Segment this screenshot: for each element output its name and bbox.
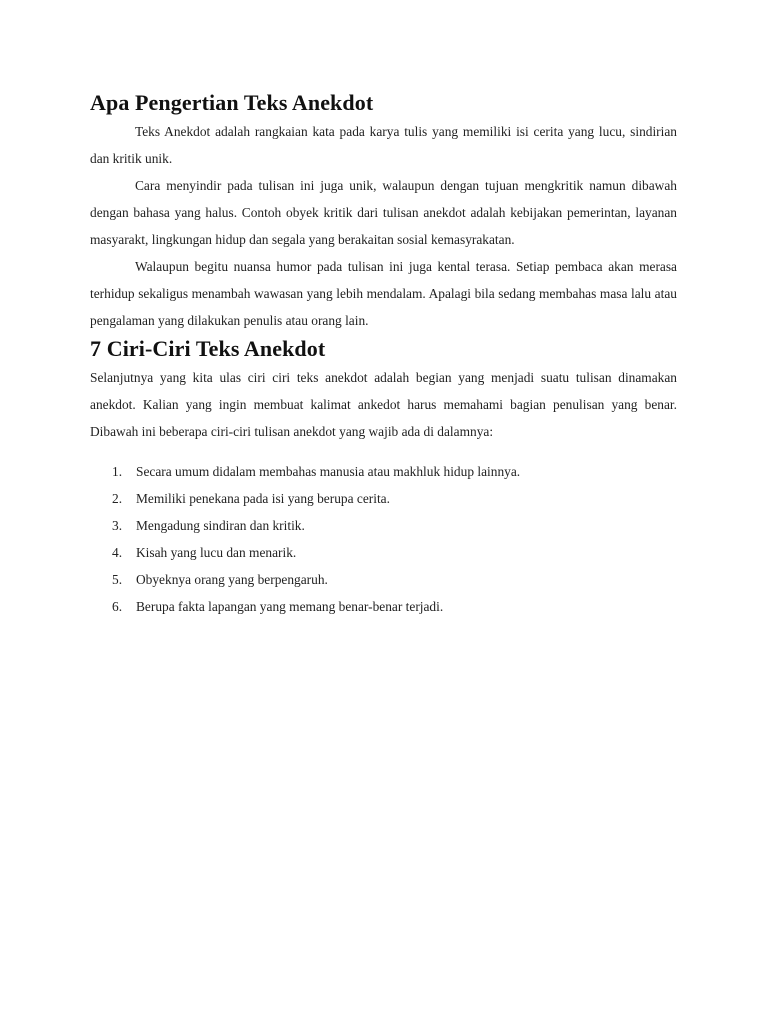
heading-ciri-ciri: 7 Ciri-Ciri Teks Anekdot [90,336,326,361]
list-item-number: 1. [112,464,123,479]
features-list [90,458,677,620]
paragraph-definition: Teks Anekdot adalah rangkaian kata pada karya tulis yang memiliki isi cerita yang lucu, sindirian dan kritik unik. [90,124,677,166]
list-item [90,512,677,539]
list-item [90,566,677,593]
paragraph-intro: Selanjutnya yang kita ulas ciri ciri teks anekdot adalah begian yang menjadi suatu tulisan dinamakan anekdot. Kalian yang ingin membuat kalimat ankedot harus memahami bagian penulisan yang benar. Dibawah ini beberapa ciri-ciri tulisan anekdot yang wajib ada di dalamnya: [90,370,677,439]
list-item [90,539,677,566]
list-item-text: Mengadung sindiran dan kritik. [136,518,305,533]
list-item-text: Memiliki penekana pada isi yang berupa cerita. [136,491,390,506]
document-page [90,88,677,620]
paragraph-criticism: Cara menyindir pada tulisan ini juga unik, walaupun dengan tujuan mengkritik namun dibawah dengan bahasa yang halus. Contoh obyek kritik dari tulisan anekdot adalah kebijakan pemerintan, layanan masyarakt, lingkungan hidup dan segala yang berakaitan sosial kemasyrakatan. [90,178,677,247]
list-item-number: 6. [112,599,123,614]
list-item-number: 3. [112,518,123,533]
list-item-text: Kisah yang lucu dan menarik. [136,545,297,560]
list-item-number: 4. [112,545,123,560]
list-item [90,485,677,512]
list-item-text: Secara umum didalam membahas manusia atau makhluk hidup lainnya. [136,464,521,479]
heading-pengertian: Apa Pengertian Teks Anekdot [90,90,374,115]
list-item [90,593,677,620]
list-item-text: Berupa fakta lapangan yang memang benar-benar terjadi. [136,599,444,614]
list-item-number: 5. [112,572,123,587]
list-item [90,458,677,485]
paragraph-humor: Walaupun begitu nuansa humor pada tulisan ini juga kental terasa. Setiap pembaca akan merasa terhidup sekaligus menambah wawasan yang lebih mendalam. Apalagi bila sedang membahas masa lalu atau pengalaman yang dilakukan penulis atau orang lain. [90,259,677,328]
list-item-number: 2. [112,491,123,506]
list-item-text: Obyeknya orang yang berpengaruh. [136,572,328,587]
